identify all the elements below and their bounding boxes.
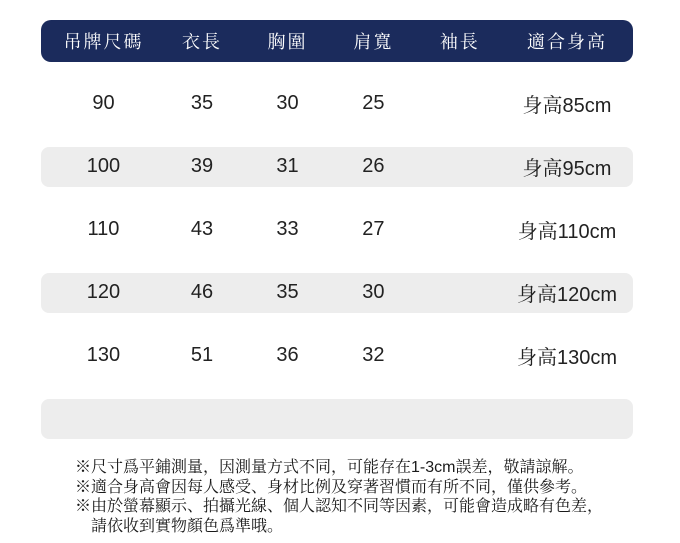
footnote-line: ※適合身高會因每人感受、身材比例及穿著習慣而有所不同，僅供參考。 [75,478,588,496]
header-cell-length: 衣長 [182,32,223,52]
cell-size: 90 [92,92,115,114]
cell-length: 43 [190,218,214,240]
header-cell-fit-height: 適合身高 [526,32,607,52]
cell-fit-height: 身高85cm [522,95,612,117]
size-table [41,20,633,450]
cell-chest: 33 [276,218,299,240]
cell-fit-height: 身高110cm [517,221,617,243]
cell-shoulder: 27 [362,218,385,240]
header-cell-sleeve: 袖長 [439,32,480,52]
cell-size: 120 [86,281,121,303]
footnote-line: ※由於螢幕顯示、拍攝光線、個人認知不同等因素，可能會造成略有色差， [75,498,604,515]
cell-fit-height: 身高95cm [522,158,612,180]
cell-length: 39 [190,155,214,177]
cell-length: 51 [190,344,214,366]
cell-shoulder: 30 [362,281,385,303]
header-cell-chest: 胸圍 [267,32,308,52]
cell-chest: 36 [276,344,299,366]
size-table-body [41,72,633,439]
table-row [41,72,633,135]
cell-chest: 30 [276,92,299,114]
cell-shoulder: 32 [362,344,385,366]
cell-chest: 31 [276,155,299,177]
footnote-line: ※尺寸爲平鋪測量，因測量方式不同，可能存在1-3cm誤差，敬請諒解。 [75,459,584,476]
cell-fit-height: 身高130cm [516,347,617,369]
size-table-header-row [41,20,633,62]
cell-shoulder: 26 [362,155,385,177]
cell-size: 100 [86,155,121,177]
cell-length: 35 [190,92,214,114]
table-row [41,198,633,261]
footnotes [75,458,645,536]
empty-stripe-band [41,399,633,439]
cell-chest: 35 [276,281,299,303]
cell-size: 110 [87,218,120,240]
table-row [41,273,633,313]
cell-shoulder: 25 [362,92,385,114]
header-cell-size: 吊牌尺碼 [63,32,144,52]
table-row [41,324,633,387]
header-cell-shoulder: 肩寬 [353,32,394,52]
cell-fit-height: 身高120cm [516,284,617,306]
cell-size: 130 [86,344,121,366]
footnote-line: 請依收到實物顏色爲準哦。 [91,517,284,535]
cell-length: 46 [190,281,214,303]
table-row [41,147,633,187]
